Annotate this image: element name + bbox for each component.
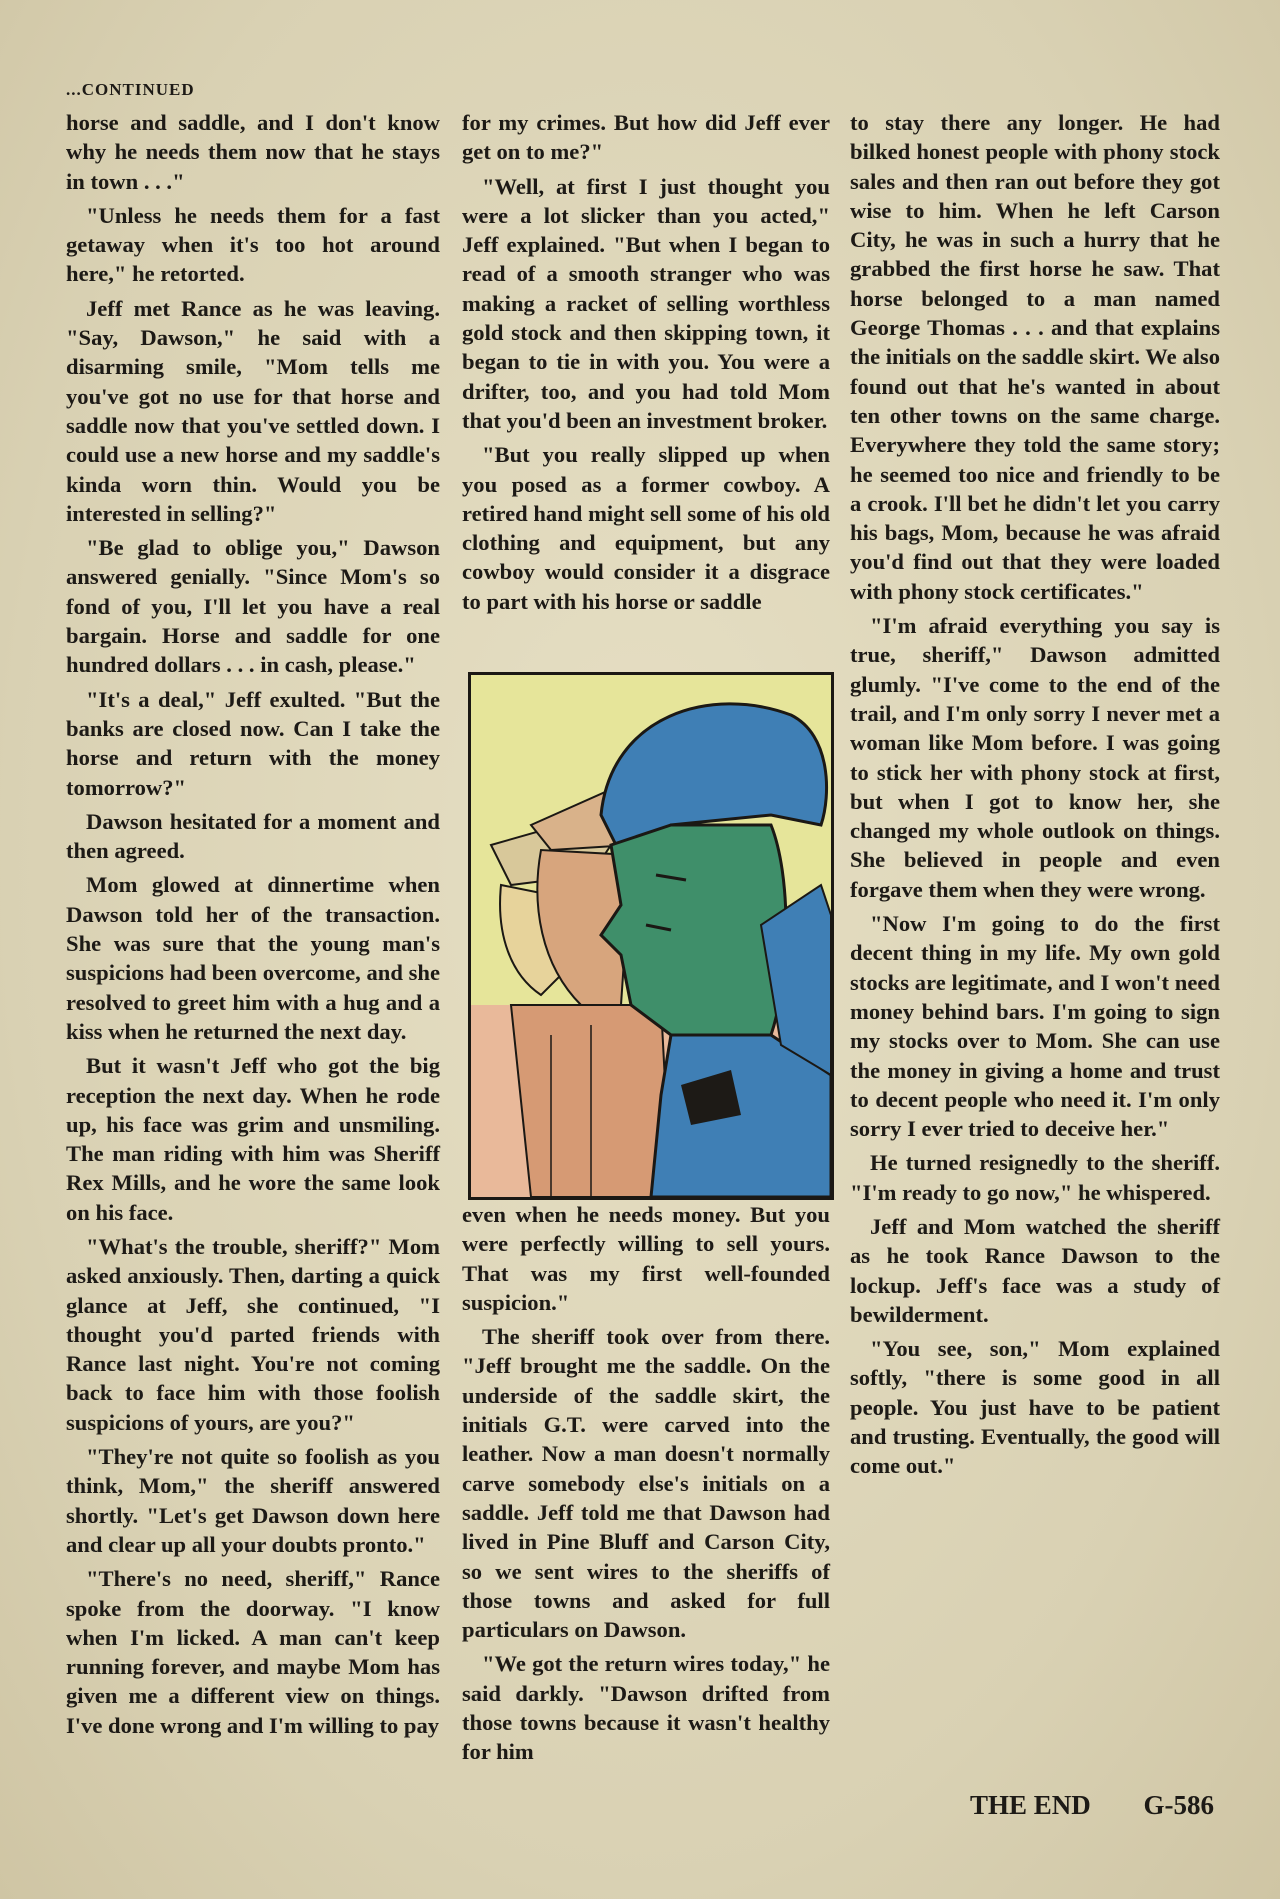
- paragraph: "Unless he needs them for a fast getaway when it's too hot around here," he retorted.: [66, 202, 440, 287]
- text-column-1: [66, 108, 440, 1745]
- paragraph: The sheriff took over from there. "Jeff brought me the saddle. On the underside of the saddle skirt, the initials G.T. were carved into the leather. Now a man doesn't normally carve somebody else's initials on a saddle. Jeff told me that Dawson had lived in Pine Bluff and Carson City, so we sent wires to the sheriffs of those towns and asked for full particulars on Dawson.: [462, 1324, 830, 1643]
- paragraph: Jeff and Mom watched the sheriff as he took Rance Dawson to the lockup. Jeff's face was a study of bewilderment.: [850, 1213, 1220, 1327]
- paragraph: Dawson hesitated for a moment and then agreed.: [66, 808, 440, 864]
- paragraph: But it wasn't Jeff who got the big reception the next day. When he rode up, his face was grim and unsmiling. The man riding with him was Sheriff Rex Mills, and he wore the same look on his face.: [66, 1053, 440, 1225]
- paragraph: "What's the trouble, sheriff?" Mom asked anxiously. Then, darting a quick glance at Jeff, she continued, "I thought you'd parted friends with Rance last night. You're not coming back to face him with those foolish suspicions of yours, are you?": [66, 1233, 440, 1435]
- comic-illustration-panel: [468, 672, 834, 1200]
- story-footer: [970, 1790, 1214, 1821]
- paragraph: "You see, son," Mom explained softly, "there is some good in all people. You just have to be patient and trusting. Eventually, the good will come out.": [850, 1336, 1220, 1479]
- paragraph: "But you really slipped up when you posed as a former cowboy. A retired hand might sell some of his old clothing and equipment, but any cowboy would consider it a disgrace to part with his horse or saddle: [462, 442, 830, 614]
- paragraph: "There's no need, sheriff," Rance spoke from the doorway. "I know when I'm licked. A man can't keep running forever, and maybe Mom has given me a different view on things. I've done wrong and I'm willing to pay: [66, 1566, 440, 1738]
- paragraph: "We got the return wires today," he said darkly. "Dawson drifted from those towns because it wasn't healthy for him: [462, 1651, 830, 1765]
- paragraph: "It's a deal," Jeff exulted. "But the banks are closed now. Can I take the horse and return with the money tomorrow?": [66, 686, 440, 800]
- paragraph: even when he needs money. But you were perfectly willing to sell yours. That was my first well-founded suspicion.": [462, 1202, 830, 1315]
- paragraph: "Well, at first I just thought you were a lot slicker than you acted," Jeff explained. "But when I began to read of a smooth stranger who was making a racket of selling worthless gold stock and then skipping town, it began to tie in with you. You were a drifter, too, and you had told Mom that you'd been an investment broker.: [462, 173, 830, 433]
- paragraph: "They're not quite so foolish as you think, Mom," the sheriff answered shortly. "Let's get Dawson down here and clear up all your doubts pronto.": [66, 1444, 440, 1557]
- paragraph: He turned resignedly to the sheriff. "I'm ready to go now," he whispered.: [850, 1150, 1220, 1205]
- paragraph: for my crimes. But how did Jeff ever get on to me?": [462, 110, 830, 165]
- paragraph: Jeff met Rance as he was leaving. "Say, Dawson," he said with a disarming smile, "Mom tells me you've got no use for that horse and saddle now that you've settled down. I could use a new horse and my saddle's kinda worn thin. Would you be interested in selling?": [66, 295, 440, 526]
- illustration-svg: [471, 675, 831, 1197]
- text-column-3: [850, 108, 1220, 1486]
- paragraph: "Now I'm going to do the first decent thing in my life. My own gold stocks are legitimate, and I won't need money behind bars. I'm going to sign my stocks over to Mom. She can use the money in giving a home and trust to decent people who need it. I'm only sorry I ever tried to deceive her.": [850, 911, 1220, 1142]
- paragraph: to stay there any longer. He had bilked honest people with phony stock sales and then ran out before they got wise to him. When he left Carson City, he was in such a hurry that he grabbed the first horse he saw. That horse belonged to a man named George Thomas . . . and that explains the initials on the saddle skirt. We also found out that he's wanted in about ten other towns on the same charge. Everywhere they told the same story; he seemed too nice and friendly to be a crook. I'll bet he didn't let you carry his bags, Mom, because he was afraid you'd find out that they were loaded with phony stock certificates.": [850, 110, 1220, 604]
- text-column-2-bottom: [462, 1200, 830, 1772]
- the-end-label: THE END: [970, 1790, 1091, 1820]
- paragraph: Mom glowed at dinnertime when Dawson told her of the transaction. She was sure that the young man's suspicions had been overcome, and she resolved to greet him with a hug and a kiss when he returned the next day.: [66, 872, 440, 1044]
- text-column-2-top: [462, 108, 830, 621]
- story-code: G-586: [1143, 1790, 1215, 1820]
- paragraph: horse and saddle, and I don't know why he needs them now that he stays in town . . .": [66, 110, 440, 194]
- paragraph: "I'm afraid everything you say is true, sheriff," Dawson admitted glumly. "I've come to the end of the trail, and I'm only sorry I never met a woman like Mom before. I was going to stick her with phony stock at first, but when I got to know her, she changed my whole outlook on things. She believed in people and even forgave them when they were wrong.: [850, 613, 1220, 902]
- paragraph: "Be glad to oblige you," Dawson answered genially. "Since Mom's so fond of you, I'll let you have a real bargain. Horse and saddle for one hundred dollars . . . in cash, please.": [66, 535, 440, 678]
- continued-label: ...CONTINUED: [66, 80, 195, 99]
